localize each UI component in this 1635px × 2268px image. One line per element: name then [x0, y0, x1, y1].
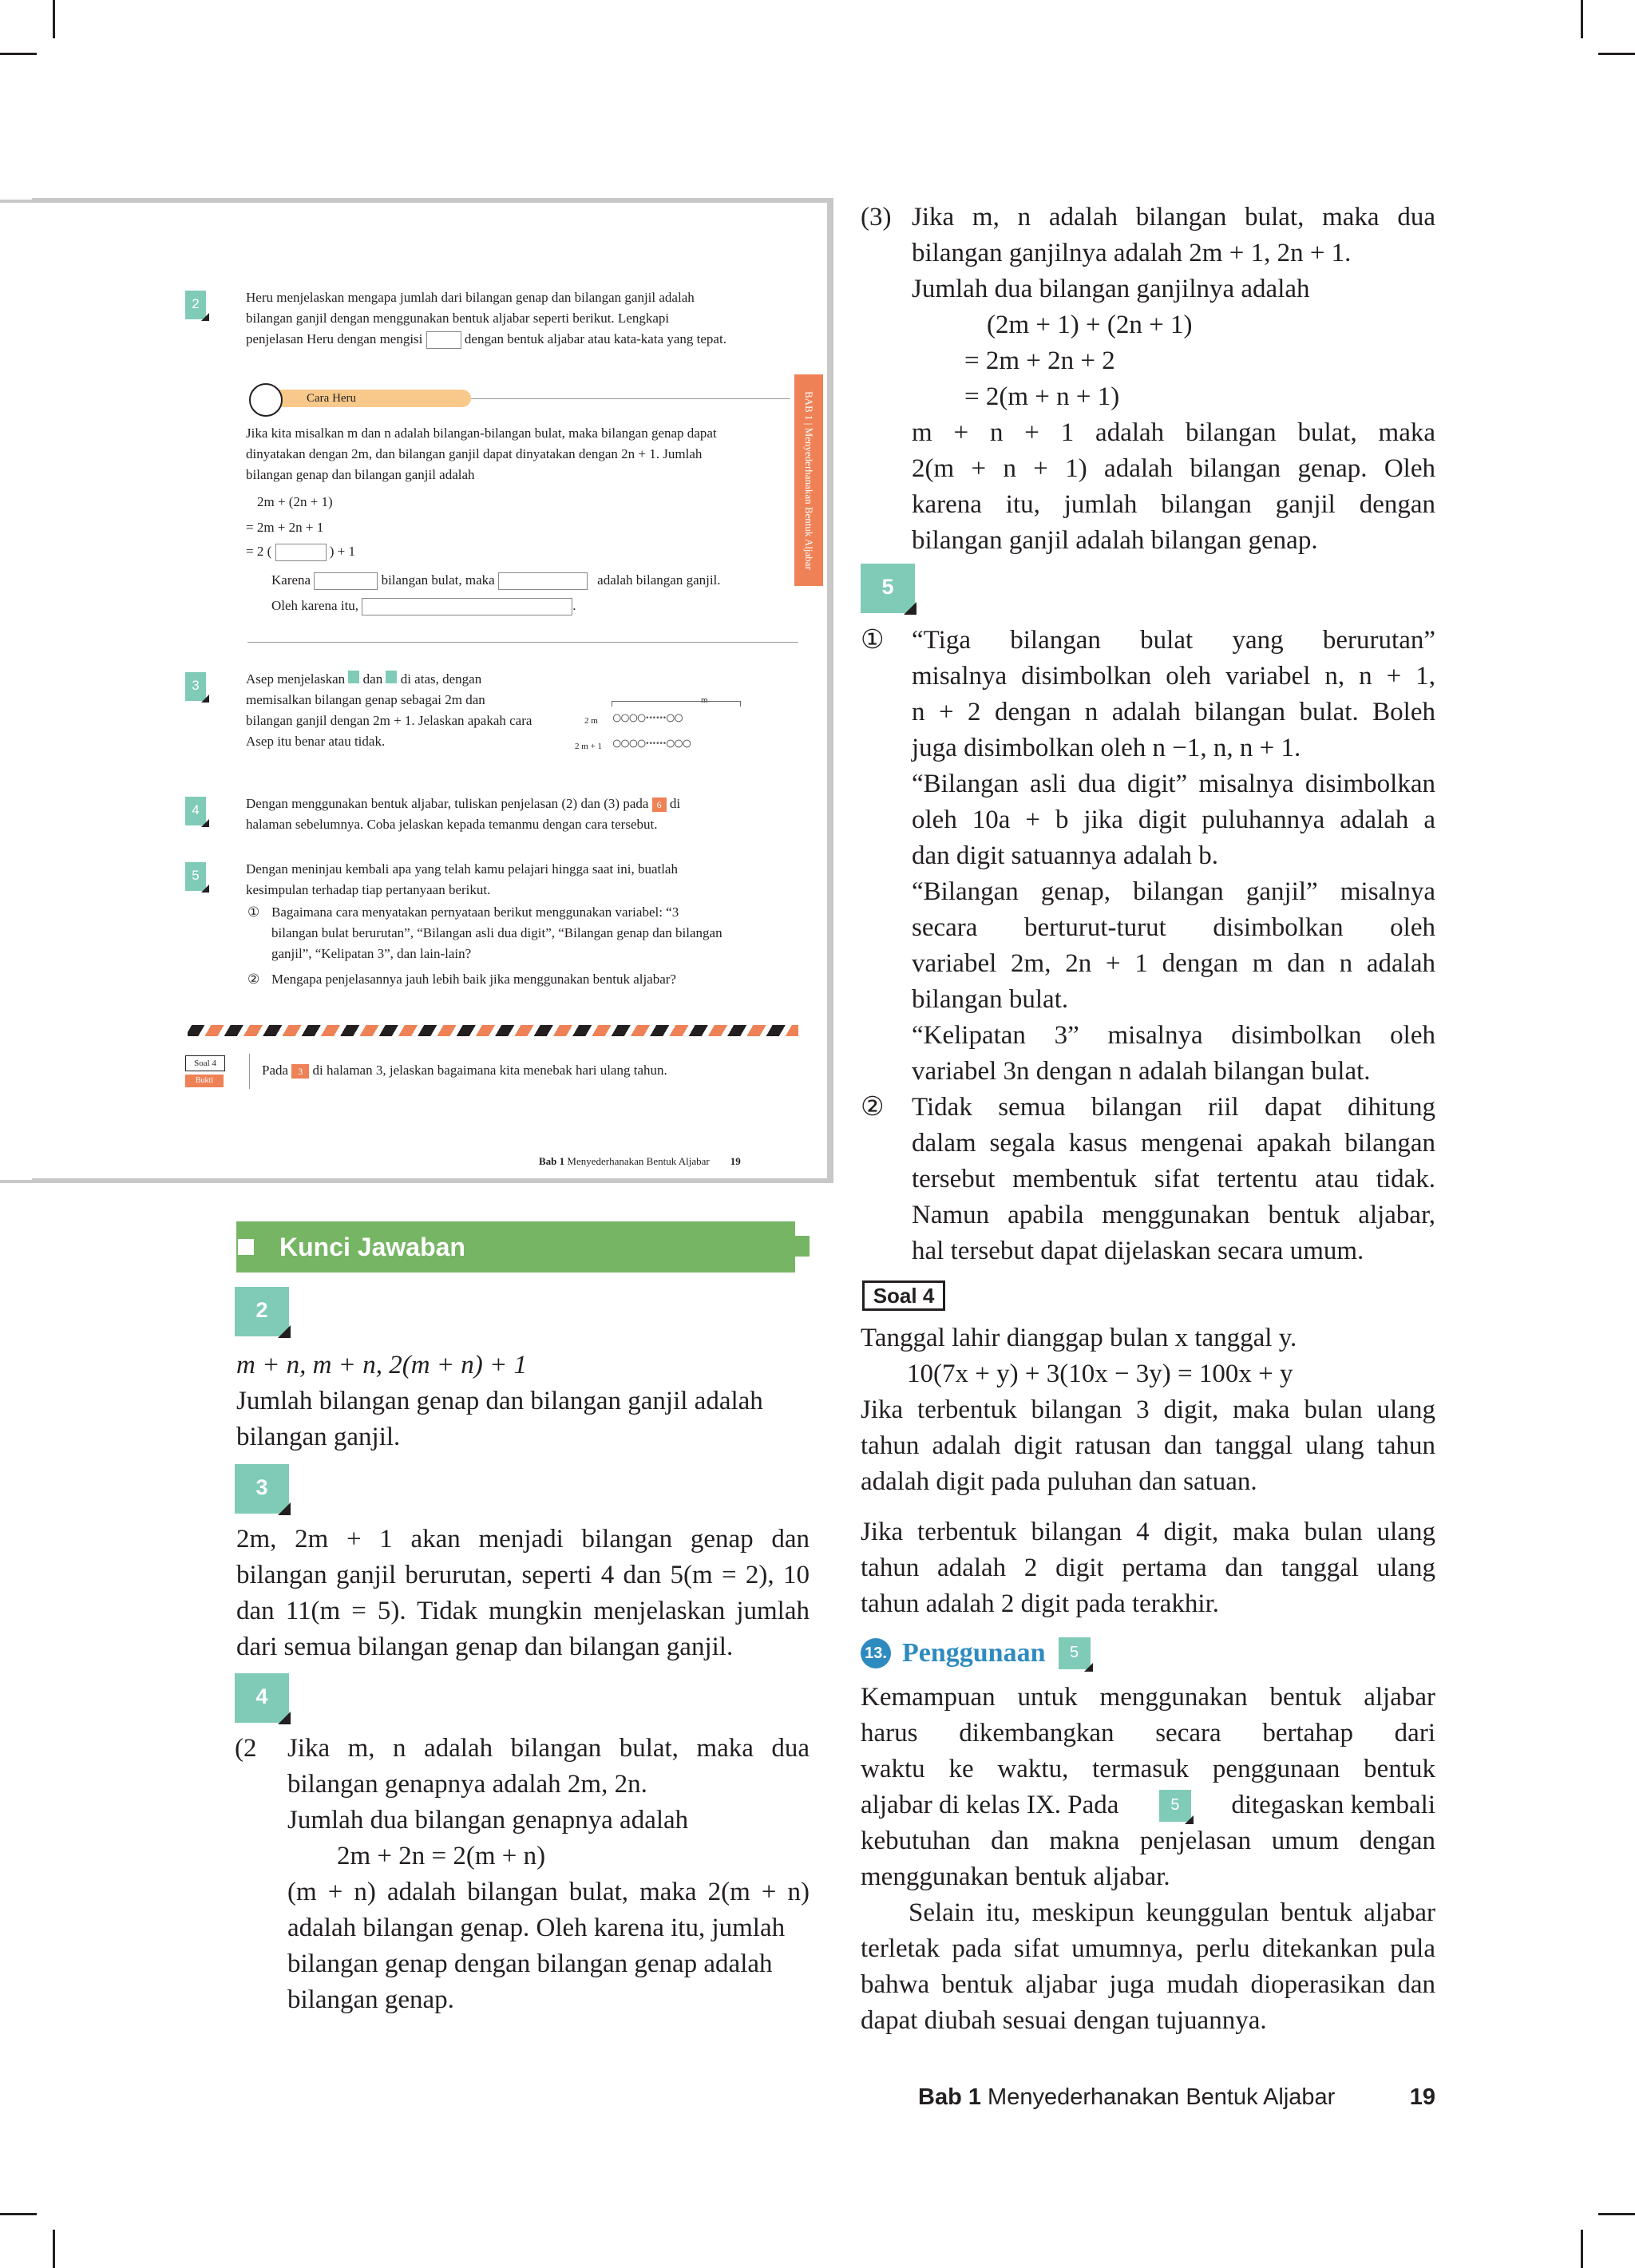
text-line: “Kelipatan 3” misalnya disimbolkan oleh: [912, 1021, 1435, 1050]
text-line: dan digit satuannya adalah b.: [912, 841, 1218, 870]
question-5-item-2: ② Mengapa penjelasannya jauh lebih baik jika menggunakan bentuk aljabar?: [247, 972, 676, 987]
question-3-text: Asep menjelaskan dan di atas, dengan memisalkan bilangan genap sebagai 2m dan bilangan ganjil dengan 2m + 1. Jelaskan apakah cara Asep itu benar atau tidak.: [246, 671, 532, 749]
cara-heru-eq1: 2m + (2n + 1): [257, 494, 333, 509]
question-5-item-1: ① Bagaimana cara menyatakan pernyataan berikut menggunakan variabel: “3 bilangan bulat berurutan”, “Bilangan asli dua digit”, “Bilangan genap dan bilangan ganjil”, “Kelipatan 3”, dan lain-lain?: [247, 904, 722, 961]
text-line: juga disimbolkan oleh n −1, n, n + 1.: [912, 734, 1301, 762]
cara-heru-circle: [249, 383, 283, 417]
question-tag: 5: [185, 862, 206, 891]
soal-rule: [249, 1054, 250, 1089]
cara-heru-rule: [471, 398, 790, 399]
stripe-divider: [188, 1025, 798, 1036]
cara-heru-label: Cara Heru: [263, 390, 471, 407]
chapter-side-tab: BAB 1 | Menyederhanakan Bentuk Aljabar: [794, 374, 823, 586]
text-line: Namun apabila menggunakan bentuk aljabar,: [912, 1201, 1435, 1229]
text-line: “Bilangan asli dua digit” misalnya disimbolkan: [912, 770, 1435, 798]
cara-heru-oleh: Oleh karena itu, .: [271, 596, 576, 616]
answer-box[interactable]: [362, 598, 572, 615]
question-2-text: Heru menjelaskan mengapa jumlah dari bilangan genap dan bilangan ganjil adalah bilangan ganjil dengan menggunakan bentuk aljabar seperti berikut. Lengkapi penjelasan Heru dengan mengisi dengan bentuk aljabar atau kata-kata yang tepat.: [246, 287, 797, 350]
crop-mark: [1598, 2213, 1635, 2215]
text-line: oleh 10a + b jika digit puluhannya adalah a: [912, 805, 1435, 834]
crop-mark: [0, 53, 37, 55]
text-line: dalam segala kasus mengenai apakah bilangan: [912, 1129, 1435, 1158]
text-line: Tidak semua bilangan riil dapat dihitung: [912, 1093, 1435, 1122]
penggunaan-heading: 13. Penggunaan 5: [861, 1635, 1091, 1672]
ref-tag: 5: [1159, 1790, 1191, 1822]
question-4-text: Dengan menggunakan bentuk aljabar, tuliskan penjelasan (2) dan (3) pada 6 di halaman sebelumnya. Coba jelaskan kepada temanmu dengan cara tersebut.: [246, 796, 681, 832]
crop-mark: [1598, 53, 1635, 55]
text-line: “Tiga bilangan bulat yang berurutan”: [912, 626, 1435, 655]
crop-mark: [53, 0, 55, 38]
soal-4-label: Soal 4: [862, 1280, 945, 1311]
crop-mark: [1581, 0, 1583, 38]
divider: [247, 642, 798, 643]
answer-4-text: Jika m, n adalah bilangan bulat, maka dua bilangan genapnya adalah 2m, 2n. Jumlah dua bilangan genapnya adalah 2m + 2n = 2(m + n) (m + n) adalah bilangan bulat, maka 2(m + n) adalah bilangan genap. Oleh karena itu, jumlah bilangan genap dengan bilangan genap adalah bilangan genap.: [287, 1734, 810, 2014]
cara-heru-karena: Karena bilangan bulat, maka adalah bilangan ganjil.: [271, 570, 721, 591]
banner-end: [795, 1236, 810, 1257]
crop-mark: [0, 2213, 37, 2215]
question-5-text: Dengan meninjau kembali apa yang telah kamu pelajari hingga saat ini, buatlah kesimpulan terhadap tiap pertanyaan berikut.: [246, 861, 678, 897]
crop-mark: [1581, 2230, 1583, 2268]
text-line: “Bilangan genap, bilangan ganjil” misalnya: [912, 877, 1435, 906]
text-line: tersebut membentuk sifat tertentu atau tidak.: [912, 1165, 1435, 1193]
mini-footer: Bab 1 Menyederhanakan Bentuk Aljabar 19: [539, 1155, 741, 1167]
answer-tag-2: 2: [235, 1287, 289, 1336]
answer-box[interactable]: [275, 544, 327, 561]
text-line: variabel 2m, 2n + 1 dengan m dan n adalah: [912, 949, 1435, 978]
text-line: n + 2 dengan n adalah bilangan bulat. Boleh: [912, 698, 1435, 726]
cara-heru-text: Jika kita misalkan m dan n adalah bilangan-bilangan bulat, maka bilangan genap dapat dinyatakan dengan 2m, dan bilangan ganjil dapat dinyatakan dengan 2n + 1. Jumlah bilangan genap dan bilangan ganjil adalah: [246, 425, 717, 482]
cara-heru-eq2: = 2m + 2n + 1: [246, 520, 324, 535]
part-3-text: Jika m, n adalah bilangan bulat, maka dua bilangan ganjilnya adalah 2m + 1, 2n + 1. Jumlah dua bilangan ganjilnya adalah (2m + 1) + (2n + 1) = 2m + 2n + 2 = 2(m + n + 1) m + n + 1 adalah bilangan bulat, maka 2(m + n + 1) adalah bilangan genap. Oleh karena itu, jumlah bilangan ganjil dengan bilangan ganjil adalah bilangan genap.: [912, 203, 1435, 555]
kunci-jawaban-banner: Kunci Jawaban: [236, 1221, 795, 1273]
penggunaan-text: Kemampuan untuk menggunakan bentuk aljabar harus dikembangkan secara bertahap dari waktu ke waktu, termasuk penggunaan bentuk aljabar di kelas IX. Pada 5 ditegaskan kembali kebutuhan dan makna penjelasan umum dengan menggunakan bentuk aljabar. Selain itu, meskipun keunggulan bentuk aljabar terletak pada sifat umumnya, perlu ditekankan pula bahwa bentuk aljabar juga mudah dioperasikan dan dapat diubah sesuai dengan tujuannya.: [861, 1683, 1435, 2035]
text-line: variabel 3n dengan n adalah bilangan bulat.: [912, 1057, 1371, 1086]
answer-box[interactable]: [314, 572, 378, 590]
page-footer: Bab 1 Menyederhanakan Bentuk Aljabar 19: [918, 2081, 1435, 2113]
page-edge-mark: [0, 200, 32, 203]
item-1-num: ①: [861, 626, 885, 655]
answer-4-num: (2: [235, 1734, 257, 1763]
text-line: hal tersebut dapat dijelaskan secara umum.: [912, 1237, 1364, 1265]
question-tag: 4: [185, 797, 206, 825]
ref-tag: 5: [1059, 1637, 1091, 1669]
answer-2-text: m + n, m + n, 2(m + n) + 1 Jumlah bilangan genap dan bilangan ganjil adalah bilangan ganjil.: [236, 1351, 763, 1451]
item-1-text: [912, 623, 1435, 1090]
part-3-num: (3): [861, 203, 892, 232]
question-tag: 2: [185, 291, 206, 319]
soal-4-text: Tanggal lahir dianggap bulan x tanggal y. 10(7x + y) + 3(10x − 3y) = 100x + y Jika terbentuk bilangan 3 digit, maka bulan ulang tahun adalah digit ratusan dan tanggal ulang tahun adalah digit pada puluhan dan satuan. Jika terbentuk bilangan 4 digit, maka bulan ulang tahun adalah 2 digit pertama dan tanggal ulang tahun adalah 2 digit pada terakhir.: [861, 1324, 1435, 1618]
answer-tag-3: 3: [235, 1464, 289, 1514]
answer-tag-4: 4: [235, 1673, 289, 1723]
text-line: bilangan bulat.: [912, 985, 1069, 1014]
page-edge-mark: [0, 1180, 32, 1183]
item-2-text: [912, 1090, 1435, 1269]
answer-tag-5: 5: [861, 564, 915, 613]
answer-box[interactable]: [498, 572, 588, 590]
text-line: misalnya disimbolkan oleh variabel n, n + 1,: [912, 662, 1435, 691]
soal-tag: Bukti: [185, 1075, 224, 1087]
number-circle: 13.: [861, 1638, 891, 1668]
reduced-student-page: [32, 198, 833, 1183]
cara-heru-eq3: = 2 ( ) + 1: [246, 541, 355, 562]
page-number: 19: [1409, 2084, 1435, 2110]
question-tag: 3: [185, 672, 206, 701]
item-2-num: ②: [861, 1093, 885, 1122]
text-line: secara berturut-turut disimbolkan oleh: [912, 913, 1435, 942]
soal-box: Soal 4: [185, 1055, 225, 1071]
soal-text: Pada 3 di halaman 3, jelaskan bagaimana kita menebak hari ulang tahun.: [262, 1063, 667, 1078]
circle-diagram: m 2 m ○○○○······○○ 2 m + 1 ○○○○······○○○: [575, 690, 782, 754]
crop-mark: [53, 2230, 55, 2268]
answer-3-text: 2m, 2m + 1 akan menjadi bilangan genap dan bilangan ganjil berurutan, seperti 4 dan 5(m = 2), 10 dan 11(m = 5). Tidak mungkin menjelaskan jumlah dari semua bilangan genap dan bilangan ganjil.: [236, 1525, 810, 1661]
